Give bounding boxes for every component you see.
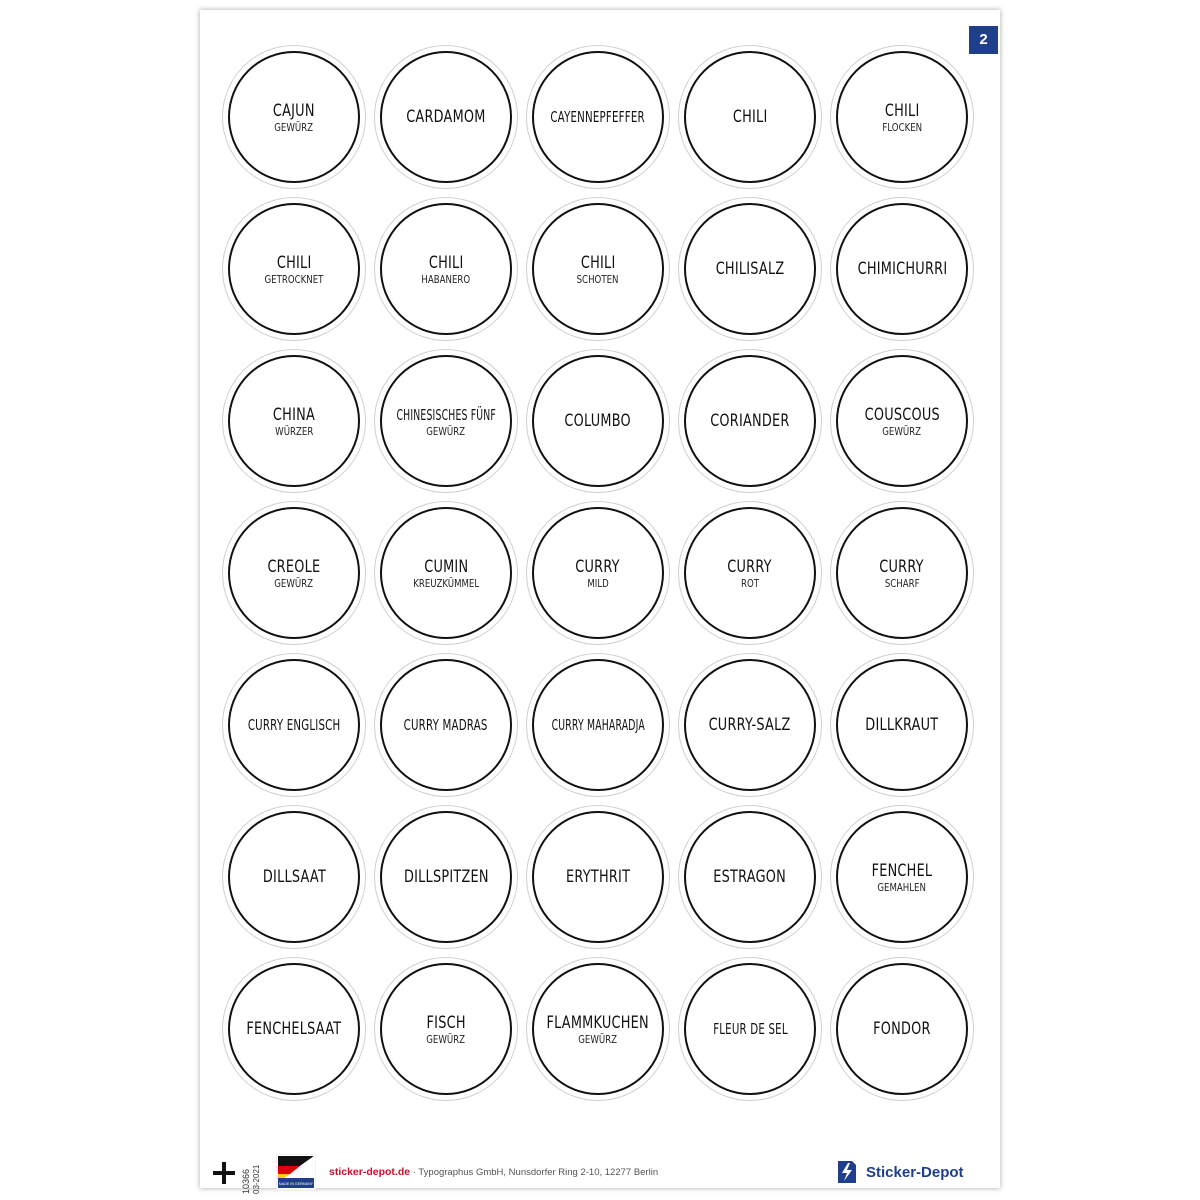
sticker-name: COUSCOUS bbox=[864, 404, 940, 424]
sticker-ring bbox=[836, 963, 968, 1095]
sticker-name: FLEUR DE SEL bbox=[712, 1020, 788, 1038]
sticker-ring bbox=[684, 355, 816, 487]
sticker-subtitle: GEWÜRZ bbox=[578, 1033, 618, 1046]
sticker-name: CUMIN bbox=[423, 556, 469, 576]
sticker-label[interactable] bbox=[522, 345, 674, 497]
date-code-text: 03-2021 bbox=[252, 1164, 261, 1194]
sticker-name: CURRY MAHARADJA bbox=[551, 716, 645, 734]
sticker-label[interactable] bbox=[826, 801, 978, 953]
sticker-name: CHILI bbox=[580, 252, 616, 272]
sticker-label[interactable] bbox=[370, 953, 522, 1105]
sticker-ring bbox=[532, 51, 664, 183]
sticker-name: CURRY-SALZ bbox=[709, 715, 791, 734]
sticker-name: ESTRAGON bbox=[713, 867, 787, 886]
sheet-footer bbox=[200, 1150, 1000, 1194]
sticker-ring bbox=[228, 659, 360, 791]
sticker-label[interactable] bbox=[218, 497, 370, 649]
sticker-name: CHIMICHURRI bbox=[857, 259, 947, 278]
sticker-ring bbox=[380, 963, 512, 1095]
sticker-ring bbox=[228, 507, 360, 639]
sticker-name: CURRY ENGLISCH bbox=[247, 716, 341, 734]
sticker-label[interactable] bbox=[674, 345, 826, 497]
sticker-grid bbox=[218, 41, 978, 1105]
sticker-label[interactable] bbox=[674, 193, 826, 345]
sticker-name: CORIANDER bbox=[710, 411, 790, 430]
sticker-label[interactable] bbox=[218, 953, 370, 1105]
sticker-subtitle: GEWÜRZ bbox=[426, 1033, 466, 1046]
sticker-depot-logo-icon bbox=[834, 1159, 860, 1185]
sticker-subtitle: MILD bbox=[587, 577, 609, 590]
sticker-name: CURRY bbox=[879, 556, 925, 576]
sticker-ring bbox=[684, 811, 816, 943]
sticker-ring bbox=[532, 355, 664, 487]
sticker-label[interactable] bbox=[522, 649, 674, 801]
sticker-ring bbox=[380, 659, 512, 791]
sticker-name: CHINESISCHES FÜNF bbox=[396, 405, 496, 424]
sticker-name: CAYENNEPFEFFER bbox=[550, 108, 646, 126]
sticker-name: COLUMBO bbox=[564, 411, 632, 430]
sticker-name: CHILISALZ bbox=[715, 259, 785, 278]
article-number bbox=[240, 1158, 268, 1194]
sticker-label[interactable] bbox=[218, 345, 370, 497]
sticker-subtitle: GEMAHLEN bbox=[877, 881, 927, 894]
sticker-name: FISCH bbox=[426, 1012, 466, 1032]
sticker-name: CHILI bbox=[732, 107, 768, 126]
sticker-ring bbox=[228, 203, 360, 335]
sticker-name: CURRY bbox=[727, 556, 773, 576]
sticker-name: CHINA bbox=[272, 404, 316, 424]
sticker-name: CHILI bbox=[884, 100, 920, 120]
sticker-ring bbox=[228, 51, 360, 183]
sticker-label[interactable] bbox=[826, 497, 978, 649]
sticker-label[interactable] bbox=[370, 193, 522, 345]
sticker-ring bbox=[836, 507, 968, 639]
sticker-subtitle: WÜRZER bbox=[274, 425, 314, 438]
sticker-label[interactable] bbox=[522, 41, 674, 193]
sticker-name: CURRY MADRAS bbox=[404, 716, 488, 734]
article-number-text: 10366 bbox=[241, 1168, 251, 1194]
sticker-name: CURRY bbox=[575, 556, 621, 576]
sticker-name: CARDAMOM bbox=[406, 107, 486, 126]
sticker-name: FLAMMKUCHEN bbox=[546, 1012, 650, 1032]
sticker-name: DILLSPITZEN bbox=[403, 867, 489, 886]
sticker-label[interactable] bbox=[522, 193, 674, 345]
sticker-ring bbox=[532, 963, 664, 1095]
sticker-ring bbox=[684, 203, 816, 335]
sticker-label[interactable] bbox=[370, 801, 522, 953]
made-in-germany-text: MADE IN GERMANY bbox=[278, 1182, 314, 1186]
sticker-label[interactable] bbox=[370, 41, 522, 193]
sticker-subtitle: FLOCKEN bbox=[882, 121, 922, 134]
plus-icon bbox=[213, 1162, 235, 1184]
sticker-ring bbox=[684, 963, 816, 1095]
germany-flag-icon bbox=[276, 1154, 316, 1190]
sticker-label[interactable] bbox=[522, 801, 674, 953]
sticker-ring bbox=[836, 203, 968, 335]
sticker-label[interactable] bbox=[826, 193, 978, 345]
sticker-ring bbox=[380, 203, 512, 335]
sticker-name: DILLSAAT bbox=[262, 867, 326, 886]
sticker-ring bbox=[532, 507, 664, 639]
sticker-label[interactable] bbox=[218, 41, 370, 193]
sticker-subtitle: KREUZKÜMMEL bbox=[413, 577, 479, 590]
brand-name: Sticker-Depot bbox=[866, 1163, 964, 1181]
sticker-subtitle: GETROCKNET bbox=[264, 273, 324, 286]
sticker-ring bbox=[532, 811, 664, 943]
sticker-ring bbox=[380, 355, 512, 487]
sticker-label[interactable] bbox=[826, 345, 978, 497]
sticker-sheet bbox=[200, 10, 1000, 1194]
sticker-ring bbox=[684, 507, 816, 639]
sticker-ring bbox=[228, 811, 360, 943]
sticker-ring bbox=[228, 355, 360, 487]
sticker-name: ERYTHRIT bbox=[565, 867, 631, 886]
sticker-ring bbox=[532, 203, 664, 335]
page-number: 2 bbox=[979, 31, 988, 48]
sticker-label[interactable] bbox=[370, 497, 522, 649]
sticker-name: CHILI bbox=[428, 252, 464, 272]
sticker-name: FONDOR bbox=[873, 1019, 931, 1038]
sticker-label[interactable] bbox=[674, 41, 826, 193]
sticker-ring bbox=[836, 811, 968, 943]
sticker-label[interactable] bbox=[674, 953, 826, 1105]
sticker-label[interactable] bbox=[522, 953, 674, 1105]
company-info: · Typographus GmbH, Nunsdorfer Ring 2-10, 12277 Berlin bbox=[412, 1167, 659, 1178]
sticker-label[interactable] bbox=[218, 649, 370, 801]
website-link[interactable]: sticker-depot.de bbox=[329, 1166, 411, 1178]
sticker-label[interactable] bbox=[674, 649, 826, 801]
sticker-subtitle: SCHARF bbox=[884, 577, 920, 590]
sticker-subtitle: GEWÜRZ bbox=[274, 577, 314, 590]
sticker-name: CHILI bbox=[276, 252, 312, 272]
sticker-name: CREOLE bbox=[267, 556, 321, 576]
sticker-name: FENCHEL bbox=[871, 860, 933, 880]
sticker-name: FENCHELSAAT bbox=[246, 1019, 342, 1038]
sticker-ring bbox=[684, 659, 816, 791]
sticker-label[interactable] bbox=[826, 953, 978, 1105]
sticker-ring bbox=[380, 51, 512, 183]
sticker-label[interactable] bbox=[674, 497, 826, 649]
sticker-label[interactable] bbox=[826, 41, 978, 193]
sticker-subtitle: GEWÜRZ bbox=[882, 425, 922, 438]
sticker-label[interactable] bbox=[370, 345, 522, 497]
sticker-subtitle: GEWÜRZ bbox=[426, 425, 466, 438]
sticker-label[interactable] bbox=[674, 801, 826, 953]
sticker-ring bbox=[684, 51, 816, 183]
sticker-label[interactable] bbox=[522, 497, 674, 649]
sticker-ring bbox=[380, 507, 512, 639]
sticker-ring bbox=[228, 963, 360, 1095]
sticker-subtitle: ROT bbox=[740, 577, 760, 590]
sticker-name: DILLKRAUT bbox=[865, 715, 939, 734]
footer-company-line bbox=[329, 1166, 658, 1178]
sticker-subtitle: GEWÜRZ bbox=[274, 121, 314, 134]
sticker-subtitle: HABANERO bbox=[421, 273, 471, 286]
sticker-subtitle: SCHOTEN bbox=[577, 273, 619, 286]
sticker-ring bbox=[532, 659, 664, 791]
sticker-label[interactable] bbox=[218, 193, 370, 345]
sticker-ring bbox=[380, 811, 512, 943]
brand-logo bbox=[834, 1159, 964, 1185]
sticker-ring bbox=[836, 659, 968, 791]
sticker-name: CAJUN bbox=[273, 100, 315, 120]
sticker-ring bbox=[836, 355, 968, 487]
sticker-label[interactable] bbox=[826, 649, 978, 801]
sticker-label[interactable] bbox=[218, 801, 370, 953]
sticker-label[interactable] bbox=[370, 649, 522, 801]
sticker-ring bbox=[836, 51, 968, 183]
